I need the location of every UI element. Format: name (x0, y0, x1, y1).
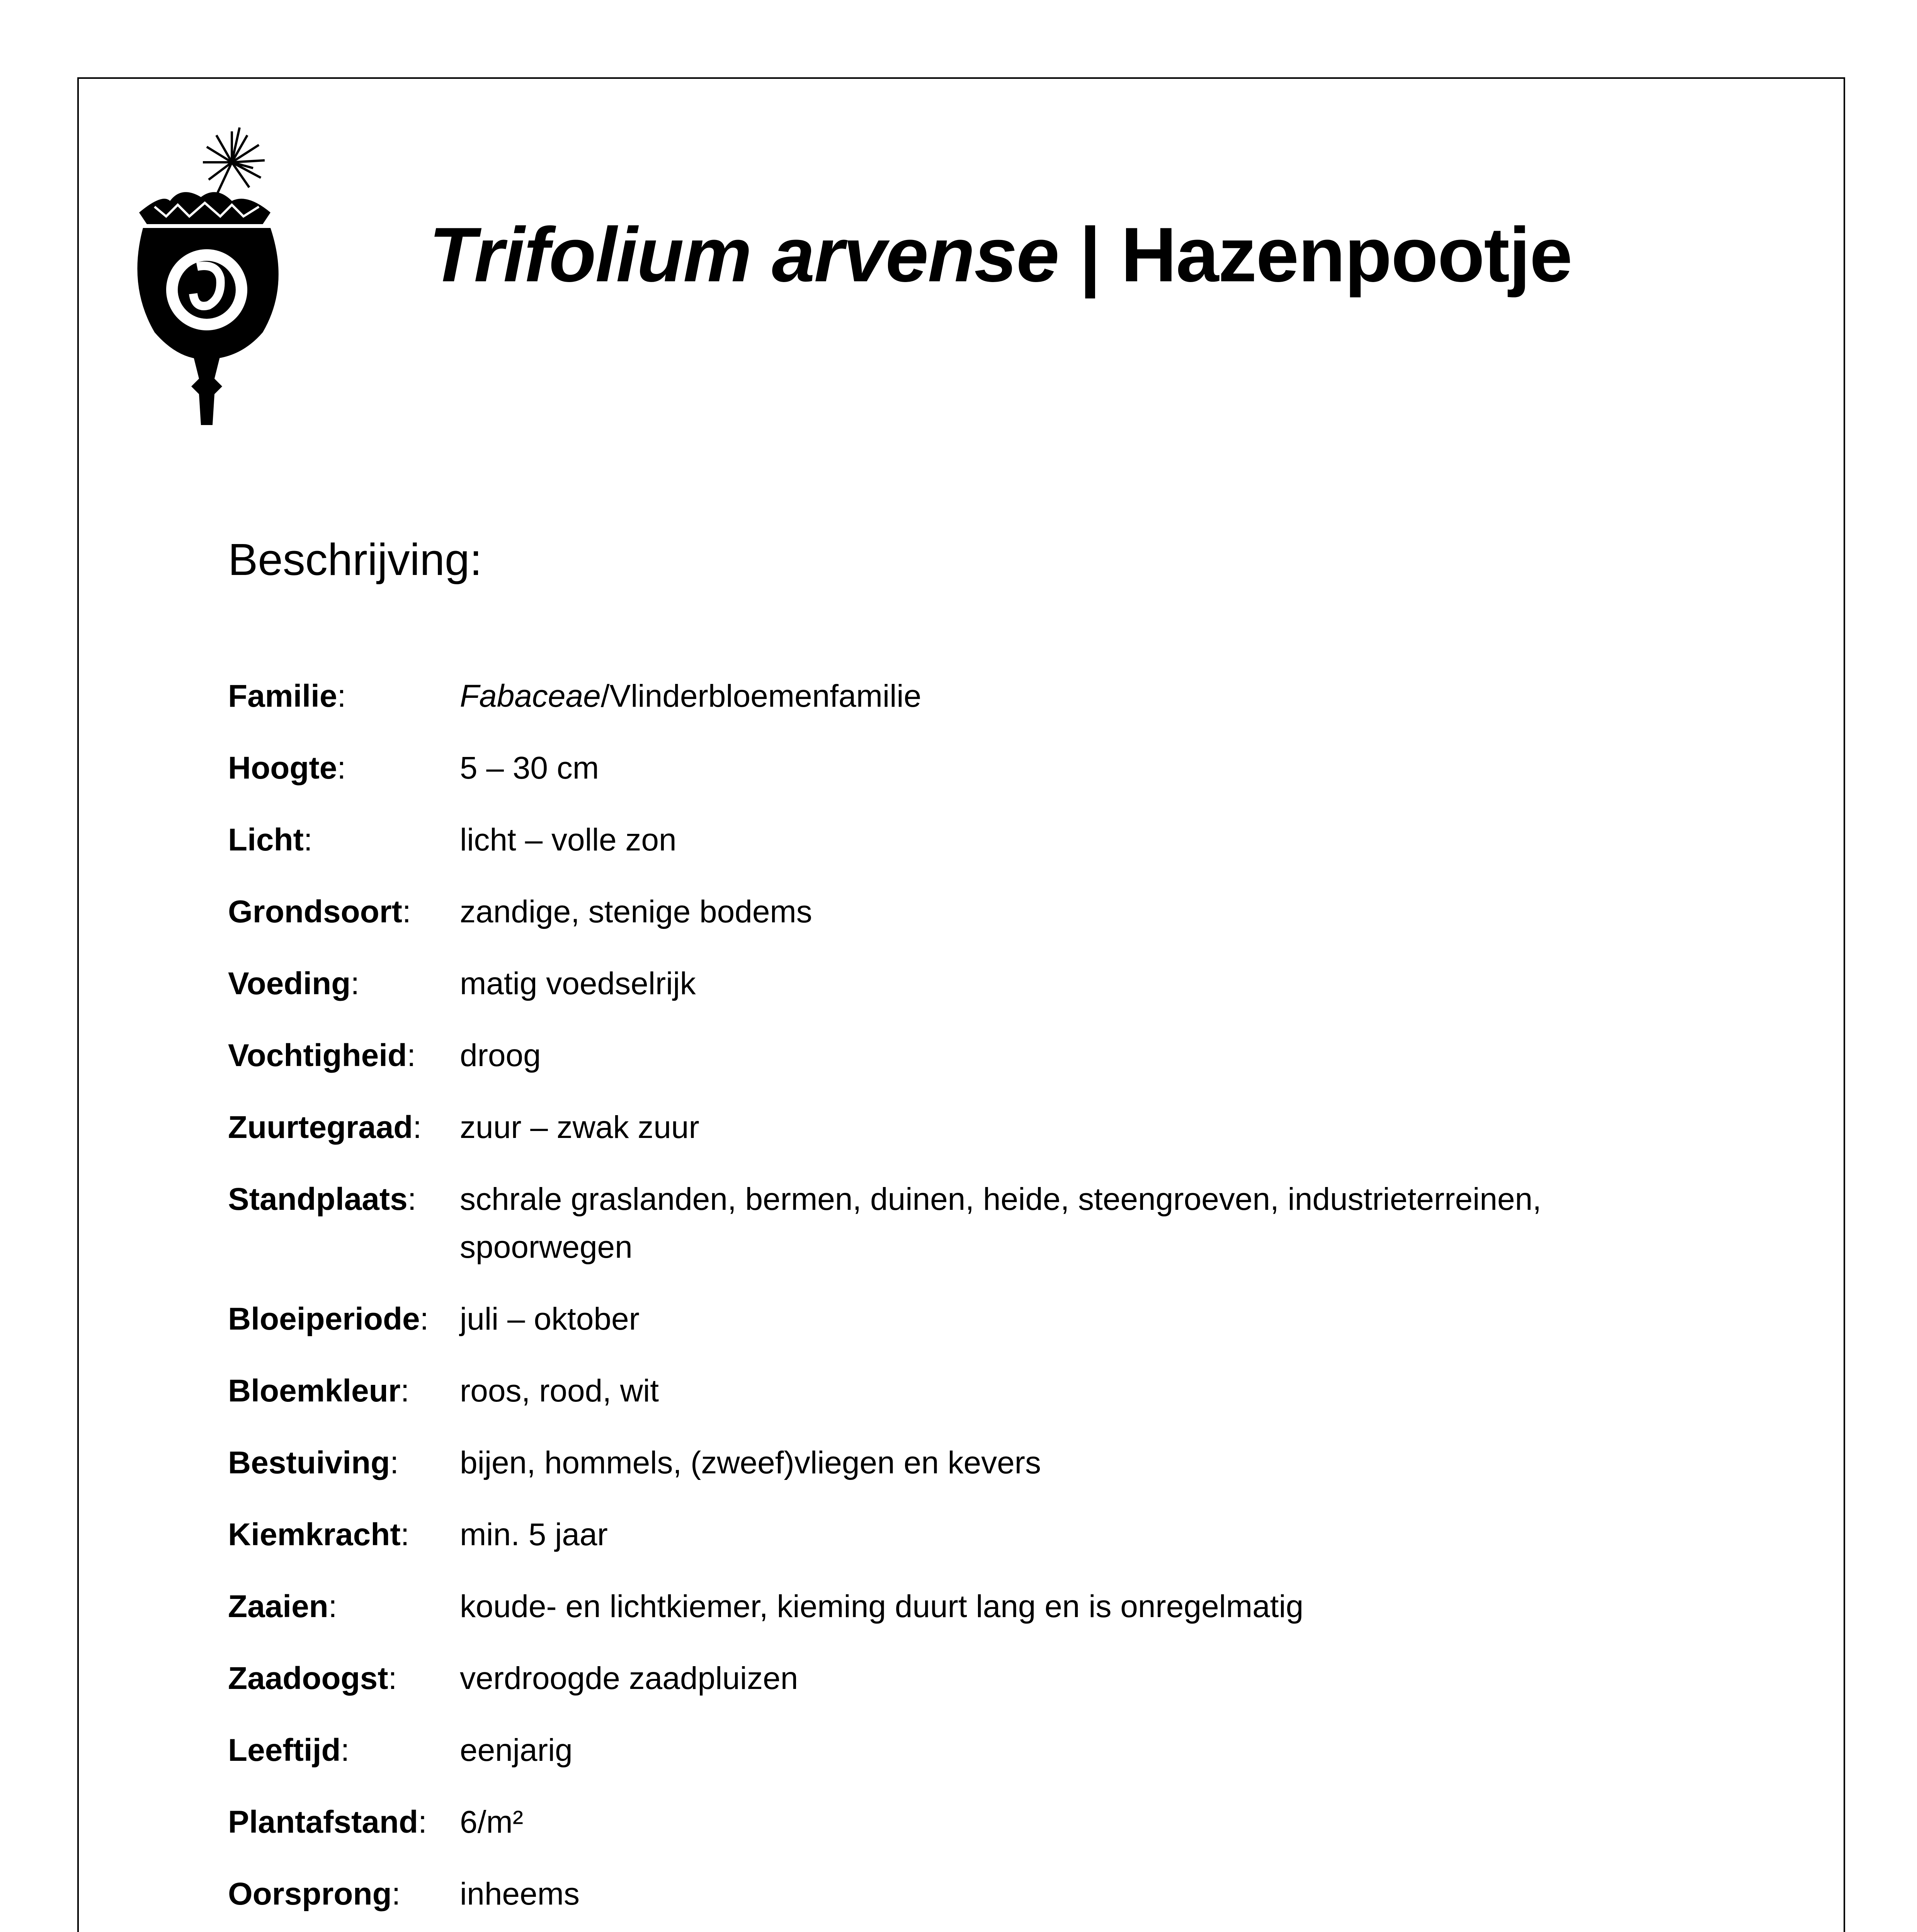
description-row (228, 816, 1696, 864)
row-value-text: 5 – 30 cm (460, 750, 599, 786)
row-value-text: schrale graslanden, bermen, duinen, heide, steengroeven, industrieterreinen, spoorwegen (460, 1182, 1541, 1265)
row-label-text: Vochtigheid (228, 1038, 407, 1073)
row-label (228, 672, 460, 720)
row-value-italic: Fabaceae (460, 679, 601, 714)
row-label-text: Licht (228, 822, 304, 857)
row-value-text: zuur – zwak zuur (460, 1110, 699, 1145)
row-label (228, 1439, 460, 1487)
row-label-colon: : (418, 1804, 427, 1840)
poppy-seedhead-logo-icon (116, 124, 301, 425)
description-row (228, 1726, 1696, 1774)
row-label-text: Oorsprong (228, 1876, 392, 1912)
description-row (228, 744, 1696, 792)
row-value-text: inheems (460, 1876, 580, 1912)
row-label (228, 1104, 460, 1151)
row-label (228, 1032, 460, 1080)
row-label-text: Bestuiving (228, 1445, 390, 1480)
row-value (460, 1032, 1696, 1080)
row-label-colon: : (402, 894, 411, 929)
description-row (228, 1511, 1696, 1559)
row-value (460, 1511, 1696, 1559)
row-value (460, 1367, 1696, 1415)
description-row (228, 1583, 1696, 1631)
row-label-colon: : (337, 750, 346, 786)
row-label-colon: : (400, 1517, 410, 1552)
row-value-text: zandige, stenige bodems (460, 894, 812, 929)
title-common-name: Hazenpootje (1121, 212, 1572, 298)
row-label (228, 1367, 460, 1415)
row-value-text: licht – volle zon (460, 822, 677, 857)
section-heading (228, 534, 482, 585)
row-label-text: Zuurtegraad (228, 1110, 413, 1145)
row-value-text: /Vlinderbloemenfamilie (600, 679, 922, 714)
row-value (460, 1655, 1696, 1702)
row-value (460, 1583, 1696, 1631)
row-value (460, 1798, 1696, 1846)
row-label-text: Zaadoogst (228, 1661, 388, 1696)
description-row (228, 1104, 1696, 1151)
title-separator: | (1058, 212, 1121, 298)
row-value-text: matig voedselrijk (460, 966, 696, 1001)
row-label-colon: : (390, 1445, 399, 1480)
row-value (460, 1104, 1696, 1151)
row-label-colon: : (328, 1589, 337, 1624)
row-label-colon: : (350, 966, 360, 1001)
row-label-text: Standplaats (228, 1182, 408, 1217)
description-row (228, 960, 1696, 1008)
row-label (228, 1726, 460, 1774)
title-latin-name: Trifolium arvense (429, 212, 1059, 298)
row-label (228, 816, 460, 864)
row-label-text: Zaaien (228, 1589, 328, 1624)
row-value (460, 960, 1696, 1008)
row-value (460, 1439, 1696, 1487)
row-label (228, 888, 460, 936)
section-heading-colon: : (469, 534, 482, 585)
description-table (228, 672, 1696, 1932)
description-row (228, 1870, 1696, 1918)
row-value (460, 1295, 1696, 1343)
description-row (228, 1295, 1696, 1343)
row-label-text: Kiemkracht (228, 1517, 401, 1552)
row-label-text: Grondsoort (228, 894, 402, 929)
row-value (460, 1726, 1696, 1774)
description-row (228, 1032, 1696, 1080)
row-label-colon: : (391, 1876, 401, 1912)
row-label-colon: : (337, 679, 346, 714)
section-heading-text: Beschrijving (228, 534, 470, 585)
row-label-colon: : (340, 1733, 350, 1768)
row-label (228, 960, 460, 1008)
row-label-colon: : (400, 1373, 410, 1408)
description-row (228, 1175, 1696, 1271)
row-label-text: Hoogte (228, 750, 337, 786)
row-value-text: min. 5 jaar (460, 1517, 608, 1552)
row-value (460, 744, 1696, 792)
row-value-text: bijen, hommels, (zweef)vliegen en kevers (460, 1445, 1041, 1480)
row-label-text: Bloeiperiode (228, 1301, 420, 1337)
row-label-text: Plantafstand (228, 1804, 418, 1840)
row-label (228, 744, 460, 792)
row-label (228, 1655, 460, 1702)
row-label-text: Bloemkleur (228, 1373, 401, 1408)
row-label-colon: : (303, 822, 313, 857)
description-row (228, 672, 1696, 720)
row-label (228, 1870, 460, 1918)
row-label-text: Familie (228, 679, 337, 714)
row-value (460, 1870, 1696, 1918)
row-label (228, 1798, 460, 1846)
row-value (460, 816, 1696, 864)
row-value-text: verdroogde zaadpluizen (460, 1661, 798, 1696)
row-value (460, 888, 1696, 936)
row-value (460, 1175, 1696, 1271)
row-label-text: Voeding (228, 966, 351, 1001)
row-label (228, 1583, 460, 1631)
row-label (228, 1175, 460, 1271)
row-label-colon: : (407, 1182, 417, 1217)
description-row (228, 1798, 1696, 1846)
row-value-text: eenjarig (460, 1733, 573, 1768)
row-value-text: droog (460, 1038, 541, 1073)
row-value-text: koude- en lichtkiemer, kieming duurt lang en is onregelmatig (460, 1589, 1304, 1624)
description-row (228, 888, 1696, 936)
row-value-text: juli – oktober (460, 1301, 640, 1337)
row-label-text: Leeftijd (228, 1733, 341, 1768)
row-label-colon: : (420, 1301, 429, 1337)
row-label (228, 1511, 460, 1559)
row-value-text: 6/m² (460, 1804, 523, 1840)
row-value (460, 672, 1696, 720)
description-row (228, 1439, 1696, 1487)
row-label-colon: : (407, 1038, 416, 1073)
description-row (228, 1367, 1696, 1415)
description-row (228, 1655, 1696, 1702)
row-value-text: roos, rood, wit (460, 1373, 659, 1408)
row-label-colon: : (413, 1110, 422, 1145)
row-label-colon: : (388, 1661, 397, 1696)
row-label (228, 1295, 460, 1343)
page-title (429, 212, 1572, 298)
